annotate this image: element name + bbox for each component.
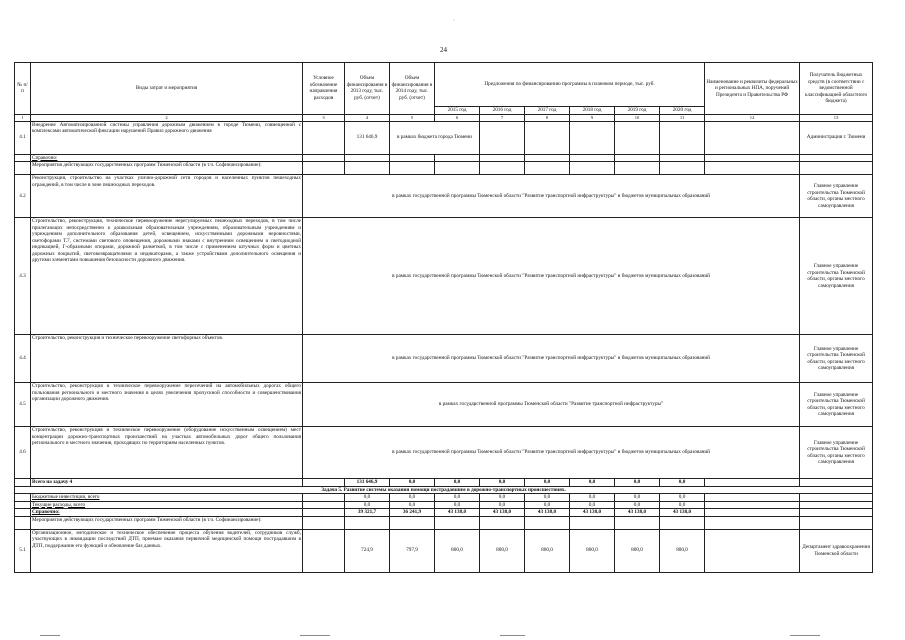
year-2019: 2019 год <box>615 107 660 115</box>
total-value: 0,0 <box>390 479 435 487</box>
table-row-4-1 <box>15 121 873 154</box>
total-row <box>15 479 873 487</box>
table-row-4-2 <box>15 175 873 218</box>
header-num: № п/п <box>15 63 31 115</box>
reference2-value: 43 138,0 <box>615 509 660 517</box>
span-text: в рамках государственной программы Тюменской области "Развитие транспортной инфраструктуры" и бюджетов муниципальных образований <box>303 335 800 383</box>
total-value: 131 646,9 <box>345 479 390 487</box>
row-value: 800,0 <box>570 529 615 572</box>
reference2-value: 39 321,7 <box>345 509 390 517</box>
row-num: 5.1 <box>15 529 31 572</box>
row-value: 800,0 <box>660 529 705 572</box>
row-value: 800,0 <box>525 529 570 572</box>
task5-row <box>15 486 873 494</box>
row-value: 800,0 <box>615 529 660 572</box>
recipient: Главное управление строительства Тюменской области, органы местного самоуправления <box>800 427 873 479</box>
current-label: Текущие расходы, всего <box>31 501 303 509</box>
index-row <box>15 114 873 121</box>
total-value: 0,0 <box>615 479 660 487</box>
page-number: 24 <box>440 46 447 54</box>
program-row <box>15 162 873 175</box>
current-value: 0,0 <box>615 501 660 509</box>
row-num: 4.6 <box>15 427 31 479</box>
value-2013: 131 646,9 <box>345 121 390 154</box>
span-text: в рамках государственной программы Тюменской области "Развитие транспортной инфраструктуры" и бюджетов муниципальных образований <box>303 427 800 479</box>
program2-label: Мероприятия действующих государственных программ Тюменской области (в т.ч. Софинансирование): <box>31 516 303 529</box>
row-name: Строительство, реконструкция и техническое перевооружение пересечений на автомобильных дорогах общего пользования регионального и местного значения в целях увеличения пропускной способности и совершенствования организации дорожного движения. <box>31 383 303 427</box>
capital-value: 0,0 <box>345 494 390 502</box>
index-cell: 3 <box>303 114 345 121</box>
table-row-5-1 <box>15 529 873 572</box>
reference2-value: 36 241,9 <box>390 509 435 517</box>
header-2013: Объем финансирования в 2013 году, тыс. руб. (отчет) <box>345 63 390 115</box>
row-value: 800,0 <box>435 529 480 572</box>
recipient: Главное управление строительства Тюменской области, органы местного самоуправления <box>800 175 873 218</box>
row-value: 797,9 <box>390 529 435 572</box>
row-name: Организационное, методическое и техническое обеспечение процесса обучения водителей, сотрудников служб, участвующих в ликвидации последствий ДТП, приемам оказания первичной медицинской помощи пострадавшим в ДТП, поддержание его функций и обновление баз данных. <box>31 529 303 572</box>
table-row-4-6 <box>15 427 873 479</box>
total-label: Всего на задачу 4 <box>31 479 303 487</box>
span-text: в рамках государственной программы Тюменской области "Развитие транспортной инфраструктуры" и бюджетов муниципальных образований <box>303 218 800 335</box>
current-value: 0,0 <box>570 501 615 509</box>
total-value: 0,0 <box>570 479 615 487</box>
index-cell: 6 <box>435 114 480 121</box>
program2-row <box>15 516 873 529</box>
row-name: Строительство, реконструкция и техническое перевооружение (оборудование искусственным освещением) мест концентрации дорожно-транспортных происшествий на участках автомобильных дорог общего пользования регионального и местного значения, проходящих по территориям населенных пунктов. <box>31 427 303 479</box>
index-cell: 5 <box>390 114 435 121</box>
span-text: в рамках бюджета города Тюмени <box>390 121 480 154</box>
header-recipient: Получатель бюджетных средств (в соответствии с ведомственной классификацией областного бюджета) <box>800 63 873 115</box>
table-row-4-5 <box>15 383 873 427</box>
capital-value: 0,0 <box>615 494 660 502</box>
total-value: 0,0 <box>660 479 705 487</box>
index-cell: 9 <box>570 114 615 121</box>
row-value: 724,9 <box>345 529 390 572</box>
index-cell: 11 <box>660 114 705 121</box>
capital-row <box>15 494 873 502</box>
table-row-4-4 <box>15 335 873 383</box>
current-value: 0,0 <box>480 501 525 509</box>
index-cell: 2 <box>31 114 303 121</box>
reference-label: Справочно: <box>31 154 303 162</box>
reference2-row <box>15 509 873 517</box>
row-num: 4.2 <box>15 175 31 218</box>
span-text: в рамках государственной программы Тюменской области "Развитие транспортной инфраструктуры" <box>303 383 800 427</box>
header-cond: Условное обозначение направления расходов <box>303 63 345 115</box>
current-value: 0,0 <box>345 501 390 509</box>
index-cell: 10 <box>615 114 660 121</box>
page-bottom-edge <box>0 632 905 640</box>
total-value: 0,0 <box>525 479 570 487</box>
header-row <box>15 63 873 107</box>
index-cell: 8 <box>525 114 570 121</box>
funding-table <box>14 62 873 573</box>
year-2015: 2015 год <box>435 107 480 115</box>
current-value: 0,0 <box>390 501 435 509</box>
current-value: 0,0 <box>435 501 480 509</box>
capital-value: 0,0 <box>660 494 705 502</box>
recipient: Департамент здравоохранения Тюменской области <box>800 529 873 572</box>
year-2018: 2018 год <box>570 107 615 115</box>
reference2-value: 43 138,0 <box>435 509 480 517</box>
header-plan: Предложения по финансированию программы в плановом периоде, тыс. руб. <box>435 63 705 107</box>
current-value: 0,0 <box>525 501 570 509</box>
row-num: 4.1 <box>15 121 31 154</box>
year-2017: 2017 год <box>525 107 570 115</box>
reference2-label: Справочно: <box>31 509 303 517</box>
index-cell: 13 <box>800 114 873 121</box>
year-2016: 2016 год <box>480 107 525 115</box>
year-2020: 2020 год <box>660 107 705 115</box>
reference2-value: 43 138,0 <box>525 509 570 517</box>
row-name: Внедрение Автоматизированной системы управления дорожным движением в городе Тюмени, совмещенной с комплексами автоматической фиксации нарушений Правил дорожного движения <box>31 121 303 154</box>
index-cell: 7 <box>480 114 525 121</box>
program-label: Мероприятия действующих государственных программ Тюменской области (в т.ч. Софинансирование): <box>31 162 303 175</box>
capital-label: Бюджетные инвестиции, всего <box>31 494 303 502</box>
row-name: Реконструкция, строительство на участках улично-дорожной сети городов и населенных пунктов пешеходных ограждений, в том числе в зоне пешеходных переходов. <box>31 175 303 218</box>
current-row <box>15 501 873 509</box>
current-value: 0,0 <box>660 501 705 509</box>
row-name: Строительство, реконструкция и техническое перевооружение светофорных объектов. <box>31 335 303 383</box>
page-dot: · <box>453 18 455 24</box>
capital-value: 0,0 <box>570 494 615 502</box>
index-cell: 12 <box>705 114 800 121</box>
recipient: Главное управление строительства Тюменской области, органы местного самоуправления <box>800 218 873 335</box>
index-cell: 1 <box>15 114 31 121</box>
recipient: Администрация г. Тюмени <box>800 121 873 154</box>
row-num: 4.3 <box>15 218 31 335</box>
reference2-value: 43 138,0 <box>480 509 525 517</box>
reference2-value: 43 138,0 <box>570 509 615 517</box>
row-num: 4.5 <box>15 383 31 427</box>
task5-title: Задача 5. Развитие системы оказания помощи пострадавшим в дорожно-транспортных происшествиях. <box>15 486 873 494</box>
table-row-4-3 <box>15 218 873 335</box>
total-value: 0,0 <box>435 479 480 487</box>
capital-value: 0,0 <box>525 494 570 502</box>
capital-value: 0,0 <box>390 494 435 502</box>
span-text: в рамках государственной программы Тюменской области "Развитие транспортной инфраструктуры" и бюджетов муниципальных образований <box>303 175 800 218</box>
recipient: Главное управление строительства Тюменской области, органы местного самоуправления <box>800 383 873 427</box>
header-name: Виды затрат и мероприятия <box>31 63 303 115</box>
recipient: Главное управление строительства Тюменской области, органы местного самоуправления <box>800 335 873 383</box>
reference-row <box>15 154 873 162</box>
row-num: 4.4 <box>15 335 31 383</box>
capital-value: 0,0 <box>480 494 525 502</box>
row-name: Строительство, реконструкция, техническое перевооружение нерегулируемых пешеходных переходов, в том числе прилегающих непосредственно к дошкольным образовательным учреждениям, образовательным учреждениям и учреждениям дополнительного образования детей, освещением, искусственными дорожными неровностями, светофорами Т.7, системами светового оповещения, дорожными знаками с внутренним освещением и светодиодной индикацией, Г-образными опорами, дорожной разметкой, в том числе с применением штучных форм и цветных дорожных покрытий, световозвращателями и индикаторами, а также устройствами дополнительного освещения и другими элементами повышения безопасности дорожного движения. <box>31 218 303 335</box>
row-value: 800,0 <box>480 529 525 572</box>
index-cell: 4 <box>345 114 390 121</box>
total-value: 0,0 <box>480 479 525 487</box>
header-npa: Наименование и реквизиты федеральных и региональных НПА, поручений Президента и Правительства РФ <box>705 63 800 115</box>
header-2014: Объем финансирования в 2014 году, тыс. руб. (отчет) <box>390 63 435 115</box>
reference2-value: 43 138,0 <box>660 509 705 517</box>
capital-value: 0,0 <box>435 494 480 502</box>
